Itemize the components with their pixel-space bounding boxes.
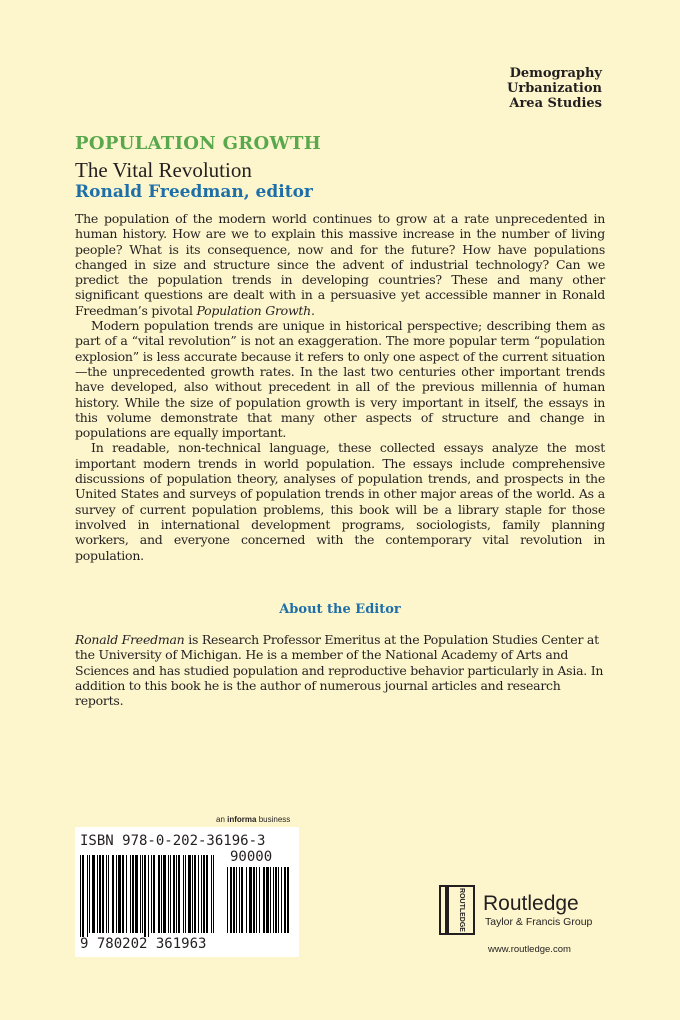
informa-tagline: an informa business (216, 815, 291, 824)
barcode-bar (89, 855, 90, 933)
barcode-bar (203, 855, 205, 933)
barcode-bar (97, 855, 98, 933)
barcode-bar (211, 855, 212, 933)
book-editor: Ronald Freedman, editor (75, 182, 313, 202)
routledge-logo-icon (438, 884, 476, 936)
barcode-addon-bar (239, 867, 240, 933)
barcode-bar (163, 855, 166, 933)
barcode-addon-bar (275, 867, 277, 933)
barcode-bar (82, 855, 84, 937)
barcode-bar (126, 855, 127, 933)
barcode-bar (168, 855, 169, 933)
subject-urbanization: Urbanization (507, 81, 602, 96)
barcode-bar (148, 855, 149, 937)
barcode-bar (144, 855, 146, 937)
barcode-bar (135, 855, 138, 933)
description-paragraph-2: Modern population trends are unique in historical perspective; describing them as part of a “vital revolution” is not an exaggeration. The more popular term “population explosion” is less accurate because it refers to only one aspect of the current situation—the unprecedented growth rates. In the last two centuries other important trends have developed, also without precedent in all of the previous millennia of human history. While the size of population growth is very important in itself, the essays in this volume demonstrate that many other aspects of structure and change in populations are equally important. (75, 318, 605, 441)
barcode-bar (92, 855, 95, 933)
barcode-addon-bar (236, 867, 237, 933)
barcode-bar (108, 855, 109, 933)
barcode-bar (206, 855, 208, 933)
barcode-addon-bar (259, 867, 260, 933)
book-subtitle: The Vital Revolution (75, 158, 252, 182)
ean-number: 9 780202 361963 (80, 936, 207, 952)
barcode-bar (185, 855, 186, 933)
barcode-bar (201, 855, 202, 933)
barcode-addon-bar (246, 867, 247, 933)
barcode-bar (102, 855, 104, 933)
barcode-addon-bar (249, 867, 252, 933)
about-editor-heading: About the Editor (279, 602, 401, 617)
barcode-addon-bar (241, 867, 243, 933)
barcode-addon-bar (253, 867, 255, 933)
isbn-number: ISBN 978-0-202-36196-3 (80, 833, 266, 849)
about-editor-text: Ronald Freedman is Research Professor Emeritus at the Population Studies Center at the University of Michigan. He is a member of the National Academy of Arts and Sciences and has studied population and reproductive behavior particularly in Asia. In addition to this book he is the author of numerous journal articles and research reports. (75, 632, 604, 709)
description (75, 211, 605, 563)
barcode-bar (153, 855, 155, 933)
barcode-bar (213, 855, 214, 933)
barcode-bar (106, 855, 107, 933)
barcode-addon-bar (263, 867, 265, 933)
barcode-bar (158, 855, 160, 933)
barcode-bar (178, 855, 180, 933)
barcode-addon-bar (284, 867, 286, 933)
barcode-addon-bar (278, 867, 279, 933)
barcode-bar (173, 855, 175, 933)
barcode-bar (118, 855, 121, 933)
barcode-bar (161, 855, 162, 933)
barcode-bar (176, 855, 177, 933)
barcode-bar (122, 855, 124, 933)
barcode-bar (183, 855, 184, 933)
barcode-bar (188, 855, 191, 933)
barcode-addon-bar (227, 867, 228, 933)
book-title: POPULATION GROWTH (75, 133, 322, 154)
barcode-bar (194, 855, 196, 933)
barcode-addon-bar (281, 867, 282, 933)
barcode-bar (80, 855, 81, 937)
barcode-bar (192, 855, 193, 933)
barcode-addon-bar (287, 867, 289, 933)
barcode-bar (151, 855, 152, 933)
description-paragraph-1: The population of the modern world continues to grow at a rate unprecedented in human history. How are we to explain this massive increase in the number of living people? What is its consequence, now and for the future? How have populations changed in size and structure since the advent of industrial technology? Can we predict the population trends in developing countries? These and many other significant questions are dealt with in a persuasive yet accessible manner in Ronald Freedman’s pivotal Population Growth. (75, 211, 605, 318)
subject-list (507, 66, 602, 111)
barcode-bar (116, 855, 117, 933)
publisher-url: www.routledge.com (488, 944, 571, 955)
barcode-bar (140, 855, 141, 933)
barcode-bar (170, 855, 171, 933)
barcode-bar (99, 855, 101, 933)
barcode-bar (198, 855, 199, 933)
book-title-italic: Population Growth (196, 302, 311, 318)
barcode-bar (142, 855, 143, 933)
barcode-addon-bar (266, 867, 269, 933)
description-paragraph-3: In readable, non-technical language, these collected essays analyze the most important modern trends in world population. The essays include comprehensive discussions of population theory, analyses of population trends, and prospects in the United States and surveys of population trends in other major areas of the world. As a survey of current population problems, this book will be a library staple for those involved in international development programs, sociologists, family planning workers, and everyone concerned with the contemporary vital revolution in population. (75, 440, 605, 563)
barcode-bar (130, 855, 131, 933)
barcode-bar (132, 855, 134, 933)
publisher-group: Taylor & Francis Group (485, 916, 593, 928)
publisher-name: Routledge (483, 892, 579, 915)
logo-text: ROUTLEDGE (458, 888, 465, 932)
barcode-addon-bar (230, 867, 232, 933)
price-code: 90000 (230, 849, 273, 865)
barcode-addon-bar (270, 867, 271, 933)
barcode-addon-bar (256, 867, 257, 933)
editor-name: Ronald Freedman (75, 632, 185, 647)
about-editor (75, 632, 605, 708)
barcode-bar (87, 855, 88, 937)
barcode-bar (112, 855, 114, 933)
barcode-addon-bar (233, 867, 235, 933)
subject-demography: Demography (509, 66, 602, 81)
barcode-addon-bar (273, 867, 274, 933)
subject-area-studies: Area Studies (509, 96, 602, 111)
